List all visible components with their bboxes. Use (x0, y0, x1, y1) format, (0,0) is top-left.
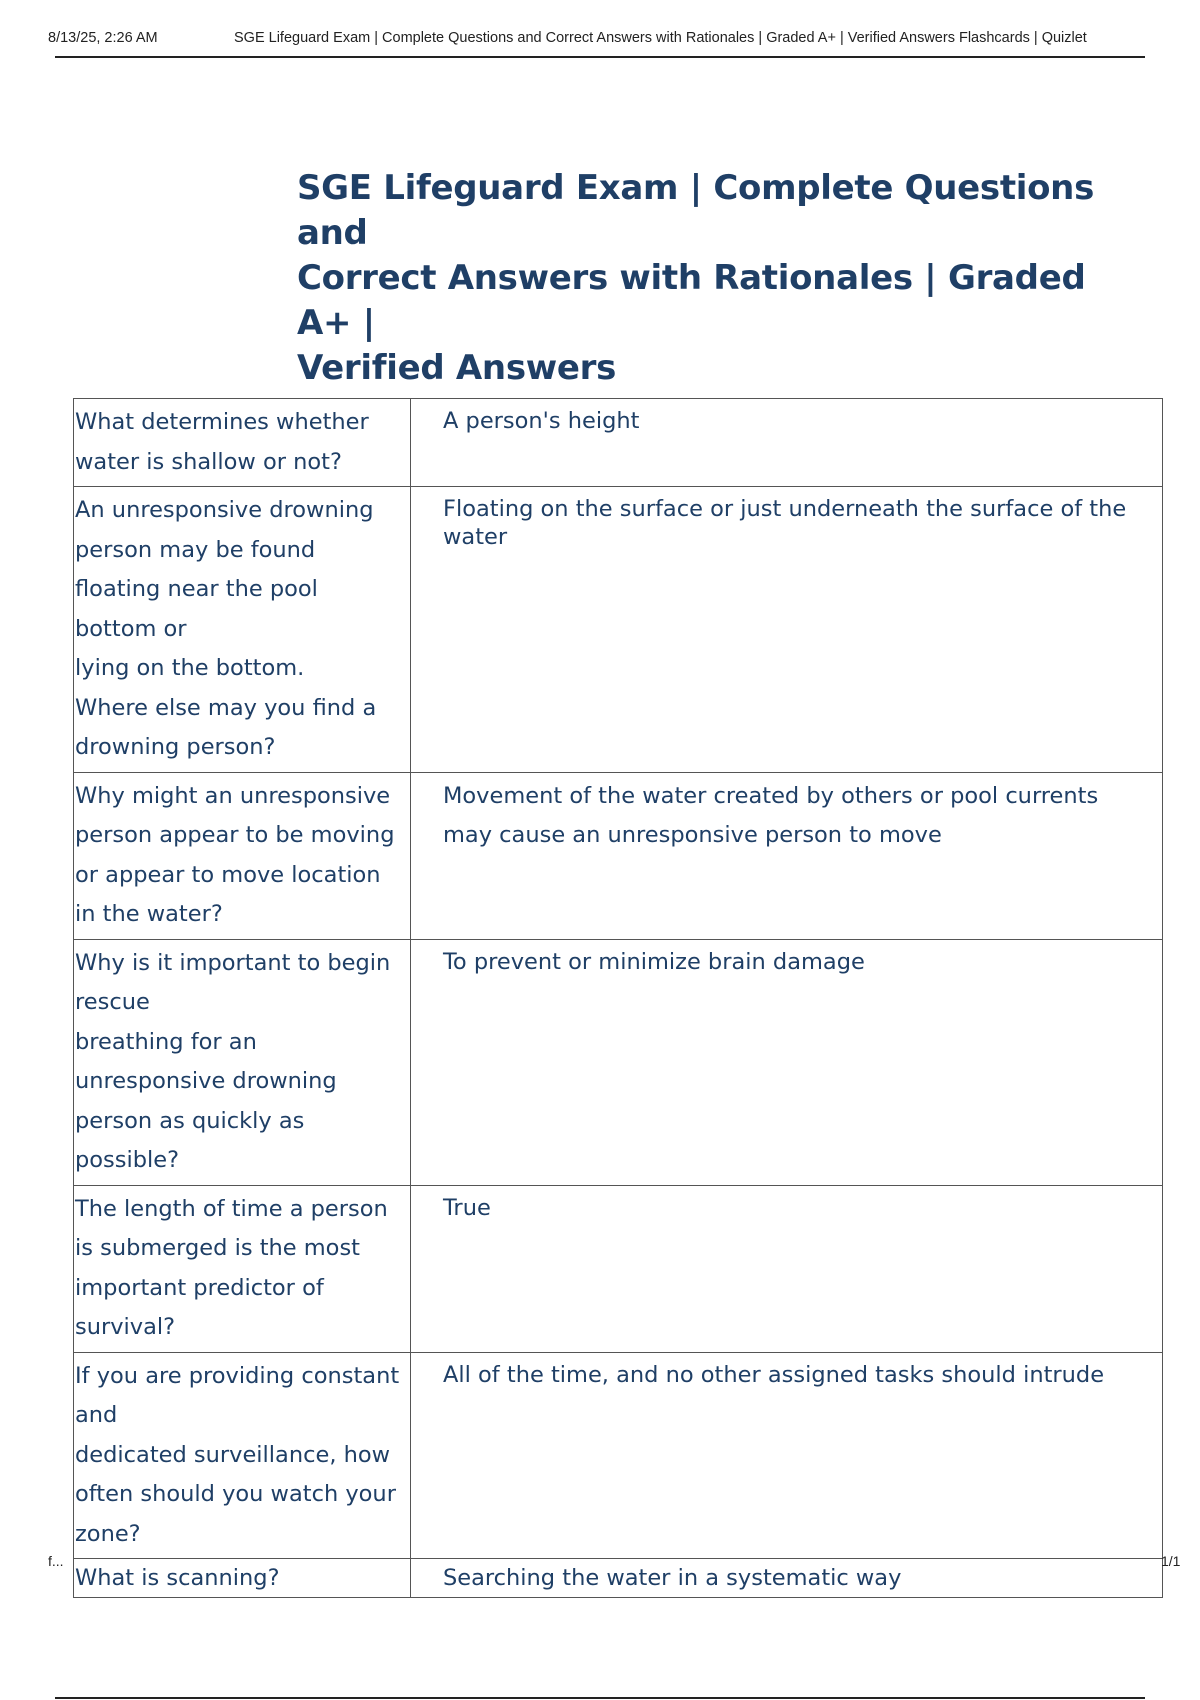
answer-text: Movement of the water created by others or pool currents may cause an unresponsive person to move (443, 782, 1099, 848)
flashcard-question (74, 772, 411, 939)
question-line: important predictor of (75, 1274, 324, 1301)
question-line: drowning person? (75, 734, 276, 760)
flashcard-row (74, 1559, 1163, 1598)
print-footer-url: f... (48, 1553, 64, 1569)
header-divider (55, 56, 1145, 58)
answer-text: To prevent or minimize brain damage (443, 948, 865, 975)
flashcard-answer (411, 399, 1163, 487)
flashcard-question (74, 399, 411, 487)
title-line: Correct Answers with Rationales | Graded A+ | (297, 258, 1086, 343)
question-line: person as quickly as (75, 1107, 305, 1134)
flashcard-row (74, 399, 1163, 487)
document-title (297, 166, 1117, 391)
question-line: is submerged is the most (75, 1235, 360, 1261)
flashcard-row (74, 939, 1163, 1185)
flashcard-answer (411, 487, 1163, 773)
answer-text: True (443, 1194, 491, 1221)
question-line: zone? (75, 1520, 141, 1547)
flashcard-question (74, 939, 411, 1185)
question-line: An unresponsive drowning (75, 497, 374, 523)
flashcard-question (74, 1559, 411, 1598)
flashcard-answer (411, 772, 1163, 939)
question-line: floating near the pool (75, 576, 318, 602)
question-line: survival? (75, 1314, 176, 1340)
question-line: unresponsive drowning (75, 1068, 337, 1094)
print-header (48, 30, 1182, 50)
flashcard-row (74, 487, 1163, 773)
question-line: lying on the bottom. (75, 655, 305, 681)
flashcard-question (74, 1352, 411, 1559)
answer-text: All of the time, and no other assigned tasks should intrude (443, 1361, 1105, 1388)
flashcard-answer (411, 1559, 1163, 1598)
title-line: SGE Lifeguard Exam | Complete Questions and (297, 168, 1095, 253)
answer-text: A person's height (443, 408, 640, 434)
question-line: If you are providing constant and (75, 1362, 400, 1428)
question-line: bottom or (75, 615, 187, 642)
print-date: 8/13/25, 2:26 AM (48, 30, 158, 46)
question-line: Why might an unresponsive (75, 782, 391, 809)
print-page-title: SGE Lifeguard Exam | Complete Questions and Correct Answers with Rationales | Graded A+ | Verified Answers Flashcards | Quizlet (234, 30, 1087, 46)
question-line: often should you watch your (75, 1481, 396, 1507)
question-line: person may be found (75, 536, 316, 563)
question-line: What is scanning? (75, 1565, 280, 1591)
answer-text: Searching the water in a systematic way (443, 1565, 902, 1591)
flashcard-row (74, 1352, 1163, 1559)
question-line: possible? (75, 1147, 180, 1173)
question-line: water is shallow or not? (75, 448, 342, 475)
title-line: Verified Answers (297, 348, 617, 388)
question-line: Where else may you find a (75, 694, 377, 721)
question-line: dedicated surveillance, how (75, 1441, 391, 1468)
flashcard-answer (411, 939, 1163, 1185)
flashcard-row (74, 1185, 1163, 1352)
question-line: in the water? (75, 901, 223, 927)
question-line: Why is it important to begin rescue (75, 949, 391, 1015)
answer-text: Floating on the surface or just underneath the surface of the water (443, 496, 1127, 550)
flashcard-answer (411, 1185, 1163, 1352)
question-line: person appear to be moving (75, 822, 395, 848)
flashcard-table (73, 398, 1163, 1598)
flashcard-question (74, 487, 411, 773)
flashcard-answer (411, 1352, 1163, 1559)
question-line: What determines whether (75, 409, 369, 435)
print-page-number: 1/1 (1161, 1553, 1181, 1569)
flashcard-question (74, 1185, 411, 1352)
question-line: The length of time a person (75, 1195, 388, 1222)
question-line: breathing for an (75, 1028, 257, 1055)
footer-divider (55, 1697, 1145, 1699)
flashcard-row (74, 772, 1163, 939)
question-line: or appear to move location (75, 861, 381, 888)
